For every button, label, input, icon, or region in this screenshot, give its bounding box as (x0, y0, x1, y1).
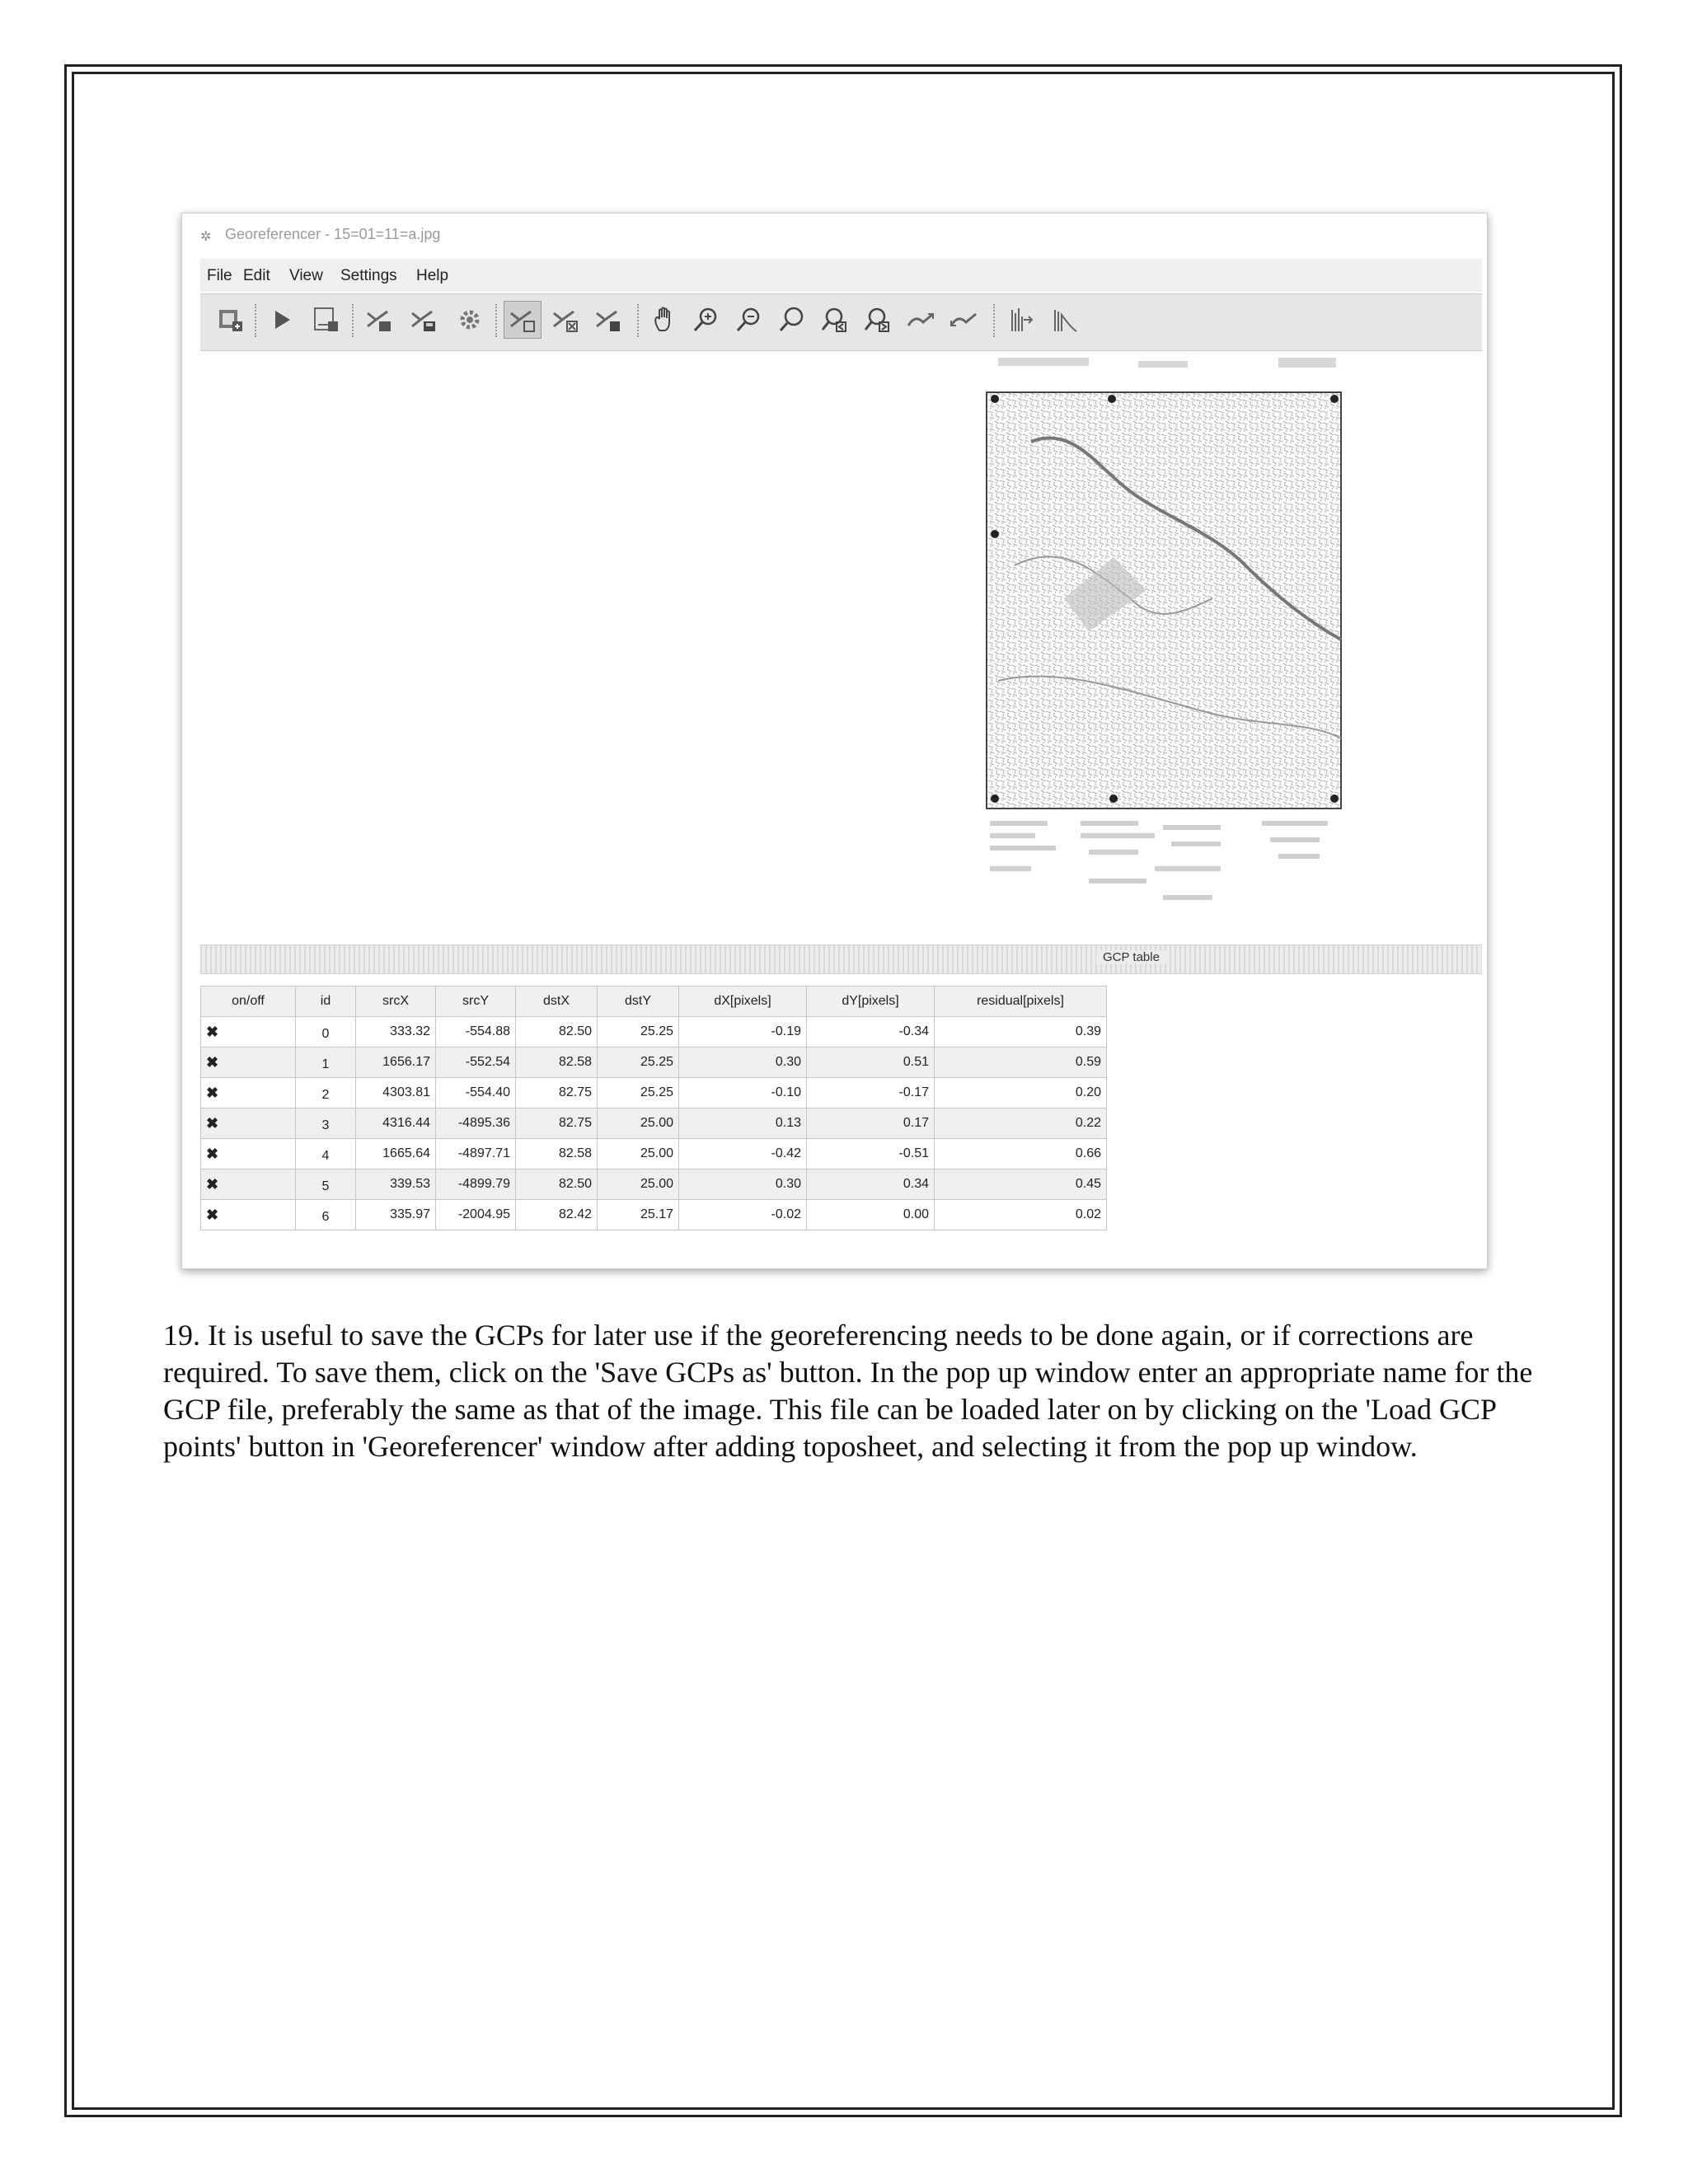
load-gcp-points-icon[interactable] (360, 301, 398, 339)
menu-file[interactable]: File (207, 267, 232, 284)
pan-icon[interactable] (645, 301, 683, 339)
georeferencer-screenshot (181, 213, 1488, 1269)
cell-id: 5 (296, 1169, 356, 1200)
cell-dx: -0.10 (679, 1078, 807, 1108)
cell-src-x[interactable]: 1665.64 (356, 1139, 436, 1169)
toposheet-raster (965, 351, 1361, 928)
cell-src-y[interactable]: -554.40 (436, 1078, 516, 1108)
cell-dy: -0.34 (807, 1017, 935, 1047)
instruction-paragraph: 19. It is useful to save the GCPs for later use if the georeferencing needs to be done again, or if corrections are required. To save them, click on the 'Save GCPs as' button. In the pop up window enter an appropriate name for the GCP file, preferably the same as that of the image. This file can be loaded later on by clicking on the 'Load GCP points' button in 'Georeferencer' window after adding toposheet, and selecting it from the pop up window. (163, 1319, 1533, 1463)
gcp-toggle-checkbox[interactable]: ✖ (201, 1078, 296, 1108)
cell-residual: 0.20 (935, 1078, 1107, 1108)
table-row[interactable] (201, 1017, 1107, 1047)
cell-dx: -0.19 (679, 1017, 807, 1047)
gcp-table-caption: GCP table (1096, 950, 1166, 964)
menu-bar (200, 259, 1482, 292)
cell-src-x[interactable]: 335.97 (356, 1200, 436, 1230)
menu-edit[interactable]: Edit (243, 267, 270, 284)
cell-src-x[interactable]: 1656.17 (356, 1047, 436, 1078)
zoom-in-icon[interactable] (687, 301, 724, 339)
cell-dx: 0.13 (679, 1108, 807, 1139)
col-src-y[interactable]: srcY (436, 987, 516, 1017)
col-dst-y[interactable]: dstY (598, 987, 679, 1017)
cell-id: 0 (296, 1017, 356, 1047)
table-row[interactable] (201, 1139, 1107, 1169)
gcp-toggle-checkbox[interactable]: ✖ (201, 1108, 296, 1139)
open-raster-icon[interactable] (212, 301, 250, 339)
cell-dst-x[interactable]: 82.58 (516, 1139, 598, 1169)
gcp-table (200, 986, 1107, 1230)
move-gcp-point-icon[interactable] (589, 301, 627, 339)
cell-id: 4 (296, 1139, 356, 1169)
cell-id: 1 (296, 1047, 356, 1078)
cell-dx: 0.30 (679, 1169, 807, 1200)
window-title: Georeferencer - 15=01=11=a.jpg (225, 226, 441, 242)
menu-settings[interactable]: Settings (340, 267, 397, 284)
table-row[interactable] (201, 1108, 1107, 1139)
gcp-toggle-checkbox[interactable]: ✖ (201, 1139, 296, 1169)
cell-dst-y[interactable]: 25.00 (598, 1139, 679, 1169)
start-georeferencing-icon[interactable] (263, 301, 301, 339)
cell-src-x[interactable]: 4303.81 (356, 1078, 436, 1108)
table-row[interactable] (201, 1200, 1107, 1230)
zoom-to-layer-icon[interactable] (772, 301, 810, 339)
gcp-toggle-checkbox[interactable]: ✖ (201, 1200, 296, 1230)
table-row[interactable] (201, 1169, 1107, 1200)
full-histogram-stretch-icon[interactable] (1003, 301, 1041, 339)
add-point-icon[interactable] (504, 301, 542, 339)
cell-dy: 0.17 (807, 1108, 935, 1139)
cell-residual: 0.59 (935, 1047, 1107, 1078)
table-row[interactable] (201, 1078, 1107, 1108)
menu-help[interactable]: Help (416, 267, 449, 284)
title-bar (182, 213, 1487, 256)
cell-dst-y[interactable]: 25.25 (598, 1017, 679, 1047)
col-dy-pixels[interactable]: dY[pixels] (807, 987, 935, 1017)
cell-dst-y[interactable]: 25.25 (598, 1047, 679, 1078)
link-georeferencer-to-qgis-icon[interactable] (903, 301, 940, 339)
link-qgis-to-georeferencer-icon[interactable] (945, 301, 983, 339)
cell-src-y[interactable]: -4899.79 (436, 1169, 516, 1200)
cell-dx: -0.42 (679, 1139, 807, 1169)
cell-residual: 0.45 (935, 1169, 1107, 1200)
transformation-settings-icon[interactable] (451, 301, 489, 339)
toolbar (200, 293, 1482, 352)
col-on-off[interactable]: on/off (201, 987, 296, 1017)
cell-dst-y[interactable]: 25.00 (598, 1169, 679, 1200)
col-src-x[interactable]: srcX (356, 987, 436, 1017)
cell-dst-x[interactable]: 82.50 (516, 1169, 598, 1200)
cell-dx: 0.30 (679, 1047, 807, 1078)
cell-dst-x[interactable]: 82.42 (516, 1200, 598, 1230)
cell-id: 2 (296, 1078, 356, 1108)
cell-dy: -0.51 (807, 1139, 935, 1169)
zoom-out-icon[interactable] (729, 301, 767, 339)
cell-dst-y[interactable]: 25.00 (598, 1108, 679, 1139)
cell-dst-x[interactable]: 82.75 (516, 1078, 598, 1108)
cell-residual: 0.39 (935, 1017, 1107, 1047)
georeferencer-app-icon: ✲ (200, 230, 212, 244)
col-dst-x[interactable]: dstX (516, 987, 598, 1017)
cell-src-x[interactable]: 4316.44 (356, 1108, 436, 1139)
cell-src-y[interactable]: -4897.71 (436, 1139, 516, 1169)
cell-dst-y[interactable]: 25.25 (598, 1078, 679, 1108)
zoom-next-icon[interactable] (858, 301, 896, 339)
gcp-toggle-checkbox[interactable]: ✖ (201, 1047, 296, 1078)
table-row[interactable] (201, 1047, 1107, 1078)
menu-view[interactable]: View (289, 267, 323, 284)
cell-src-y[interactable]: -4895.36 (436, 1108, 516, 1139)
col-residual-pixels[interactable]: residual[pixels] (935, 987, 1107, 1017)
cell-dst-y[interactable]: 25.17 (598, 1200, 679, 1230)
save-gcp-points-icon[interactable] (405, 301, 443, 339)
cell-residual: 0.02 (935, 1200, 1107, 1230)
cell-dst-x[interactable]: 82.50 (516, 1017, 598, 1047)
cell-dy: 0.34 (807, 1169, 935, 1200)
gcp-toggle-checkbox[interactable]: ✖ (201, 1169, 296, 1200)
cell-src-x[interactable]: 339.53 (356, 1169, 436, 1200)
cell-src-y[interactable]: -552.54 (436, 1047, 516, 1078)
cell-residual: 0.22 (935, 1108, 1107, 1139)
col-dx-pixels[interactable]: dX[pixels] (679, 987, 807, 1017)
zoom-last-icon[interactable] (815, 301, 853, 339)
local-histogram-stretch-icon[interactable] (1046, 301, 1084, 339)
cell-dst-x[interactable]: 82.75 (516, 1108, 598, 1139)
cell-id: 6 (296, 1200, 356, 1230)
cell-src-y[interactable]: -2004.95 (436, 1200, 516, 1230)
delete-point-icon[interactable] (546, 301, 584, 339)
cell-residual: 0.66 (935, 1139, 1107, 1169)
map-canvas[interactable] (200, 351, 1482, 936)
cell-dy: -0.17 (807, 1078, 935, 1108)
col-id[interactable]: id (296, 987, 356, 1017)
cell-src-y[interactable]: -554.88 (436, 1017, 516, 1047)
cell-src-x[interactable]: 333.32 (356, 1017, 436, 1047)
cell-dy: 0.51 (807, 1047, 935, 1078)
cell-dx: -0.02 (679, 1200, 807, 1230)
gcp-toggle-checkbox[interactable]: ✖ (201, 1017, 296, 1047)
generate-gdal-script-icon[interactable] (307, 301, 345, 339)
cell-dst-x[interactable]: 82.58 (516, 1047, 598, 1078)
cell-dy: 0.00 (807, 1200, 935, 1230)
cell-id: 3 (296, 1108, 356, 1139)
gcp-table-dock-header[interactable] (200, 944, 1482, 974)
